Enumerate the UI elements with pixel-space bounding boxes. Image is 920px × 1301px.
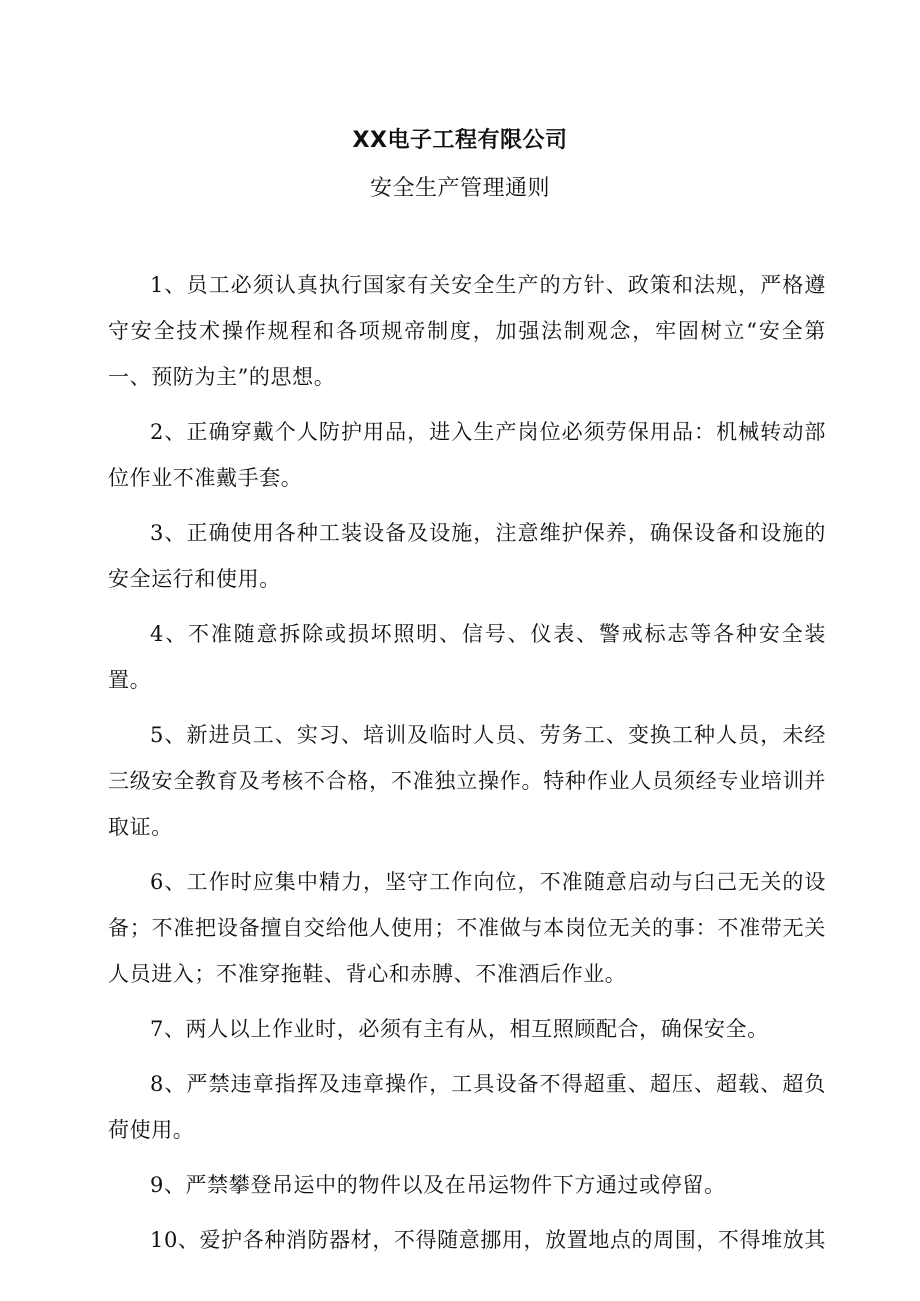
paragraph-6: 6、工作时应集中精力，坚守工作向位，不准随意启动与臼己无关的设备；不准把设备擅自交给他人使用；不准做与本岗位无关的事：不准带无关人员进入；不准穿拖鞋、背心和赤膊、不准酒后作业。 xyxy=(108,870,826,986)
paragraph-2: 2、正确穿戴个人防护用品，进入生产岗位必须劳保用品：机械转动部位作业不准戴手套。 xyxy=(108,420,826,490)
paragraph-1: 1、员工必须认真执行国家有关安全生产的方针、政策和法规，严格遵守安全技术操作规程和各项规帝制度，加强法制观念，牢固树立“安全第一、预防为主”的思想。 xyxy=(108,273,826,389)
company-title: XX电子工程有限公司 xyxy=(352,128,568,153)
paragraph-7: 7、两人以上作业时，必须有主有从，相互照顾配合，确保安全。 xyxy=(150,1017,769,1041)
paragraph-3: 3、正确使用各种工装设备及设施，注意维护保养，确保设备和设施的安全运行和使用。 xyxy=(108,521,826,591)
paragraph-10: 10、爱护各种消防器材，不得随意挪用，放置地点的周围，不得堆放其 xyxy=(150,1228,826,1252)
paragraph-8: 8、严禁违章指挥及违章操作，工具设备不得超重、超压、超载、超负荷使用。 xyxy=(108,1072,826,1142)
document-body xyxy=(108,262,826,1272)
paragraph-4: 4、不准随意拆除或损坏照明、信号、仪表、警戒标志等各种安全装置。 xyxy=(108,622,826,692)
paragraph-5: 5、新进员工、实习、培训及临时人员、劳务工、变换工种人员，未经三级安全教育及考核不合格，不准独立操作。特种作业人员须经专业培训并取证。 xyxy=(108,723,826,839)
paragraph-9: 9、严禁攀登吊运中的物件以及在吊运物件下方通过或停留。 xyxy=(150,1173,726,1197)
document-title: 安全生产管理通则 xyxy=(369,176,550,201)
